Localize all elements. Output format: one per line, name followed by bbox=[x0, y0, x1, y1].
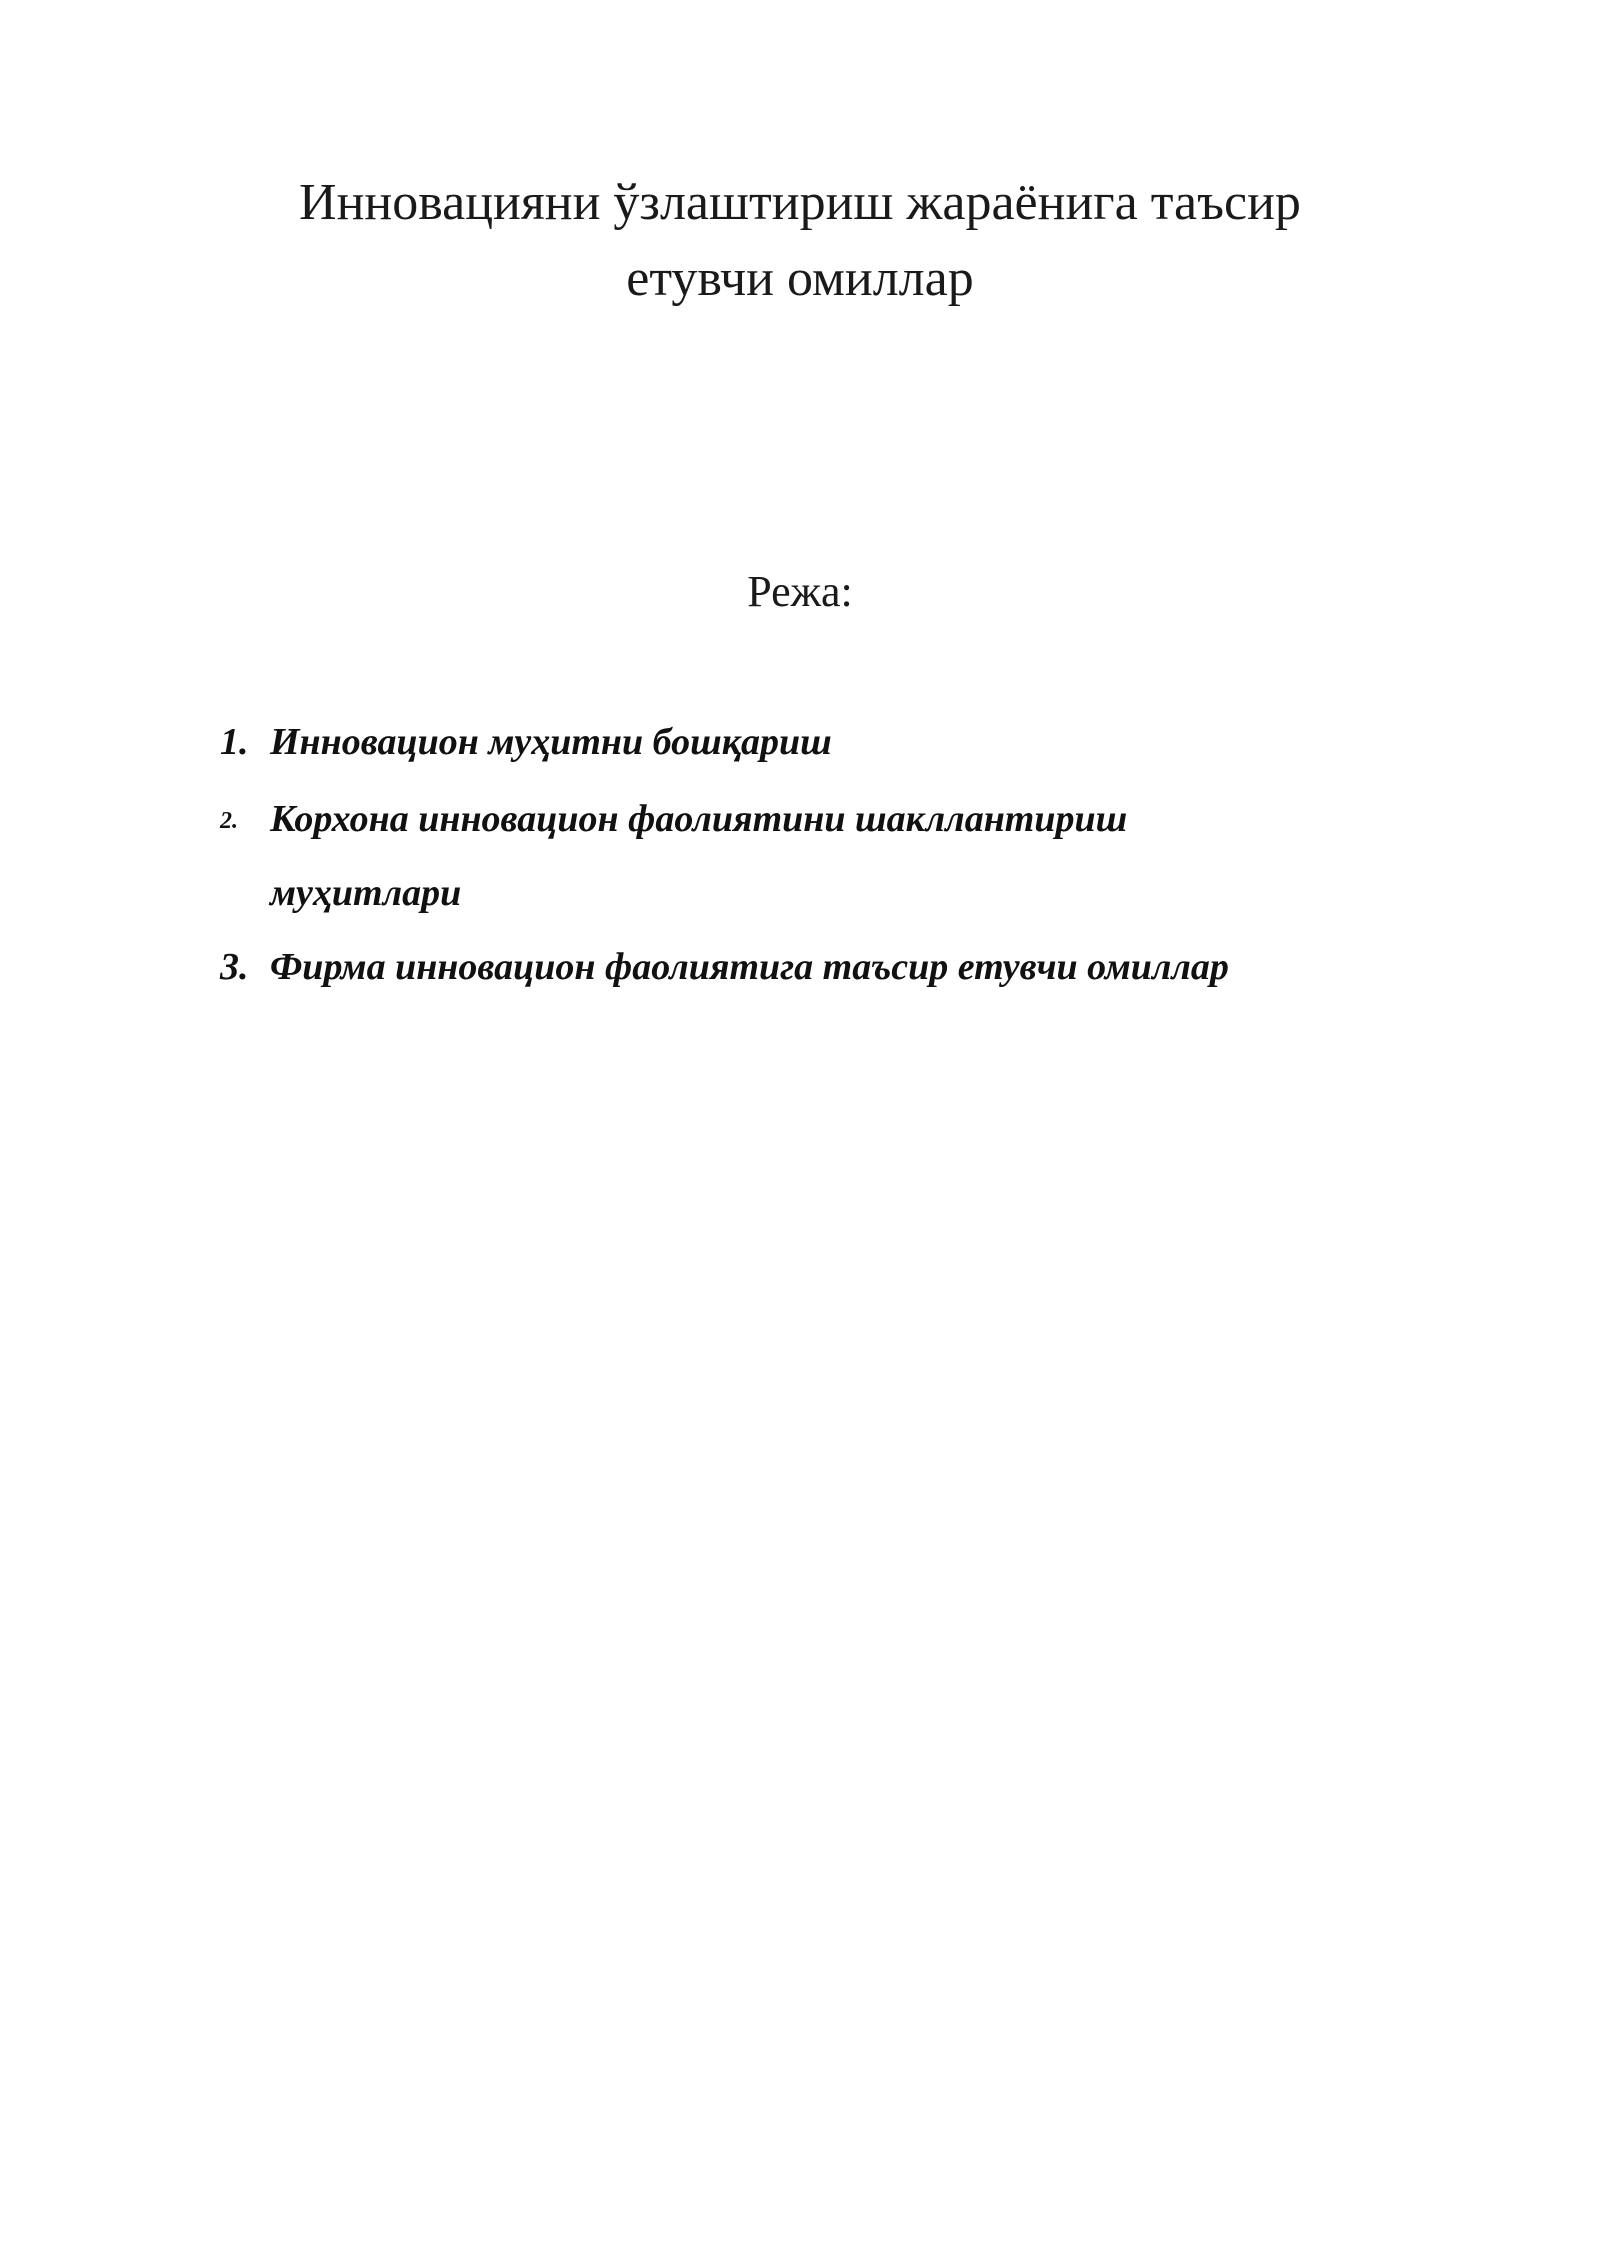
plan-item-3-number: 3. bbox=[220, 946, 249, 988]
plan-item-1-number: 1. bbox=[220, 721, 249, 763]
plan-item-2-number: 2. bbox=[220, 808, 238, 834]
plan-item-1 bbox=[0, 715, 1600, 769]
plan-item-2 bbox=[0, 790, 1600, 920]
document-title-line-1: Инновацияни ўзлаштириш жараёнига таъсир bbox=[299, 174, 1301, 231]
plan-item-3 bbox=[0, 940, 1600, 994]
plan-item-1-text: Инновацион муҳитни бошқариш bbox=[270, 721, 832, 763]
document-title-line-2: етувчи омиллар bbox=[626, 250, 974, 307]
document-title bbox=[180, 165, 1420, 317]
plan-item-3-text: Фирма инновацион фаолиятига таъсир етувчи омиллар bbox=[270, 946, 1229, 988]
plan-heading: Режа: bbox=[747, 567, 853, 616]
plan-item-2-text: Корхона инновацион фаолиятини шакллантириш муҳитлари bbox=[270, 798, 1128, 914]
